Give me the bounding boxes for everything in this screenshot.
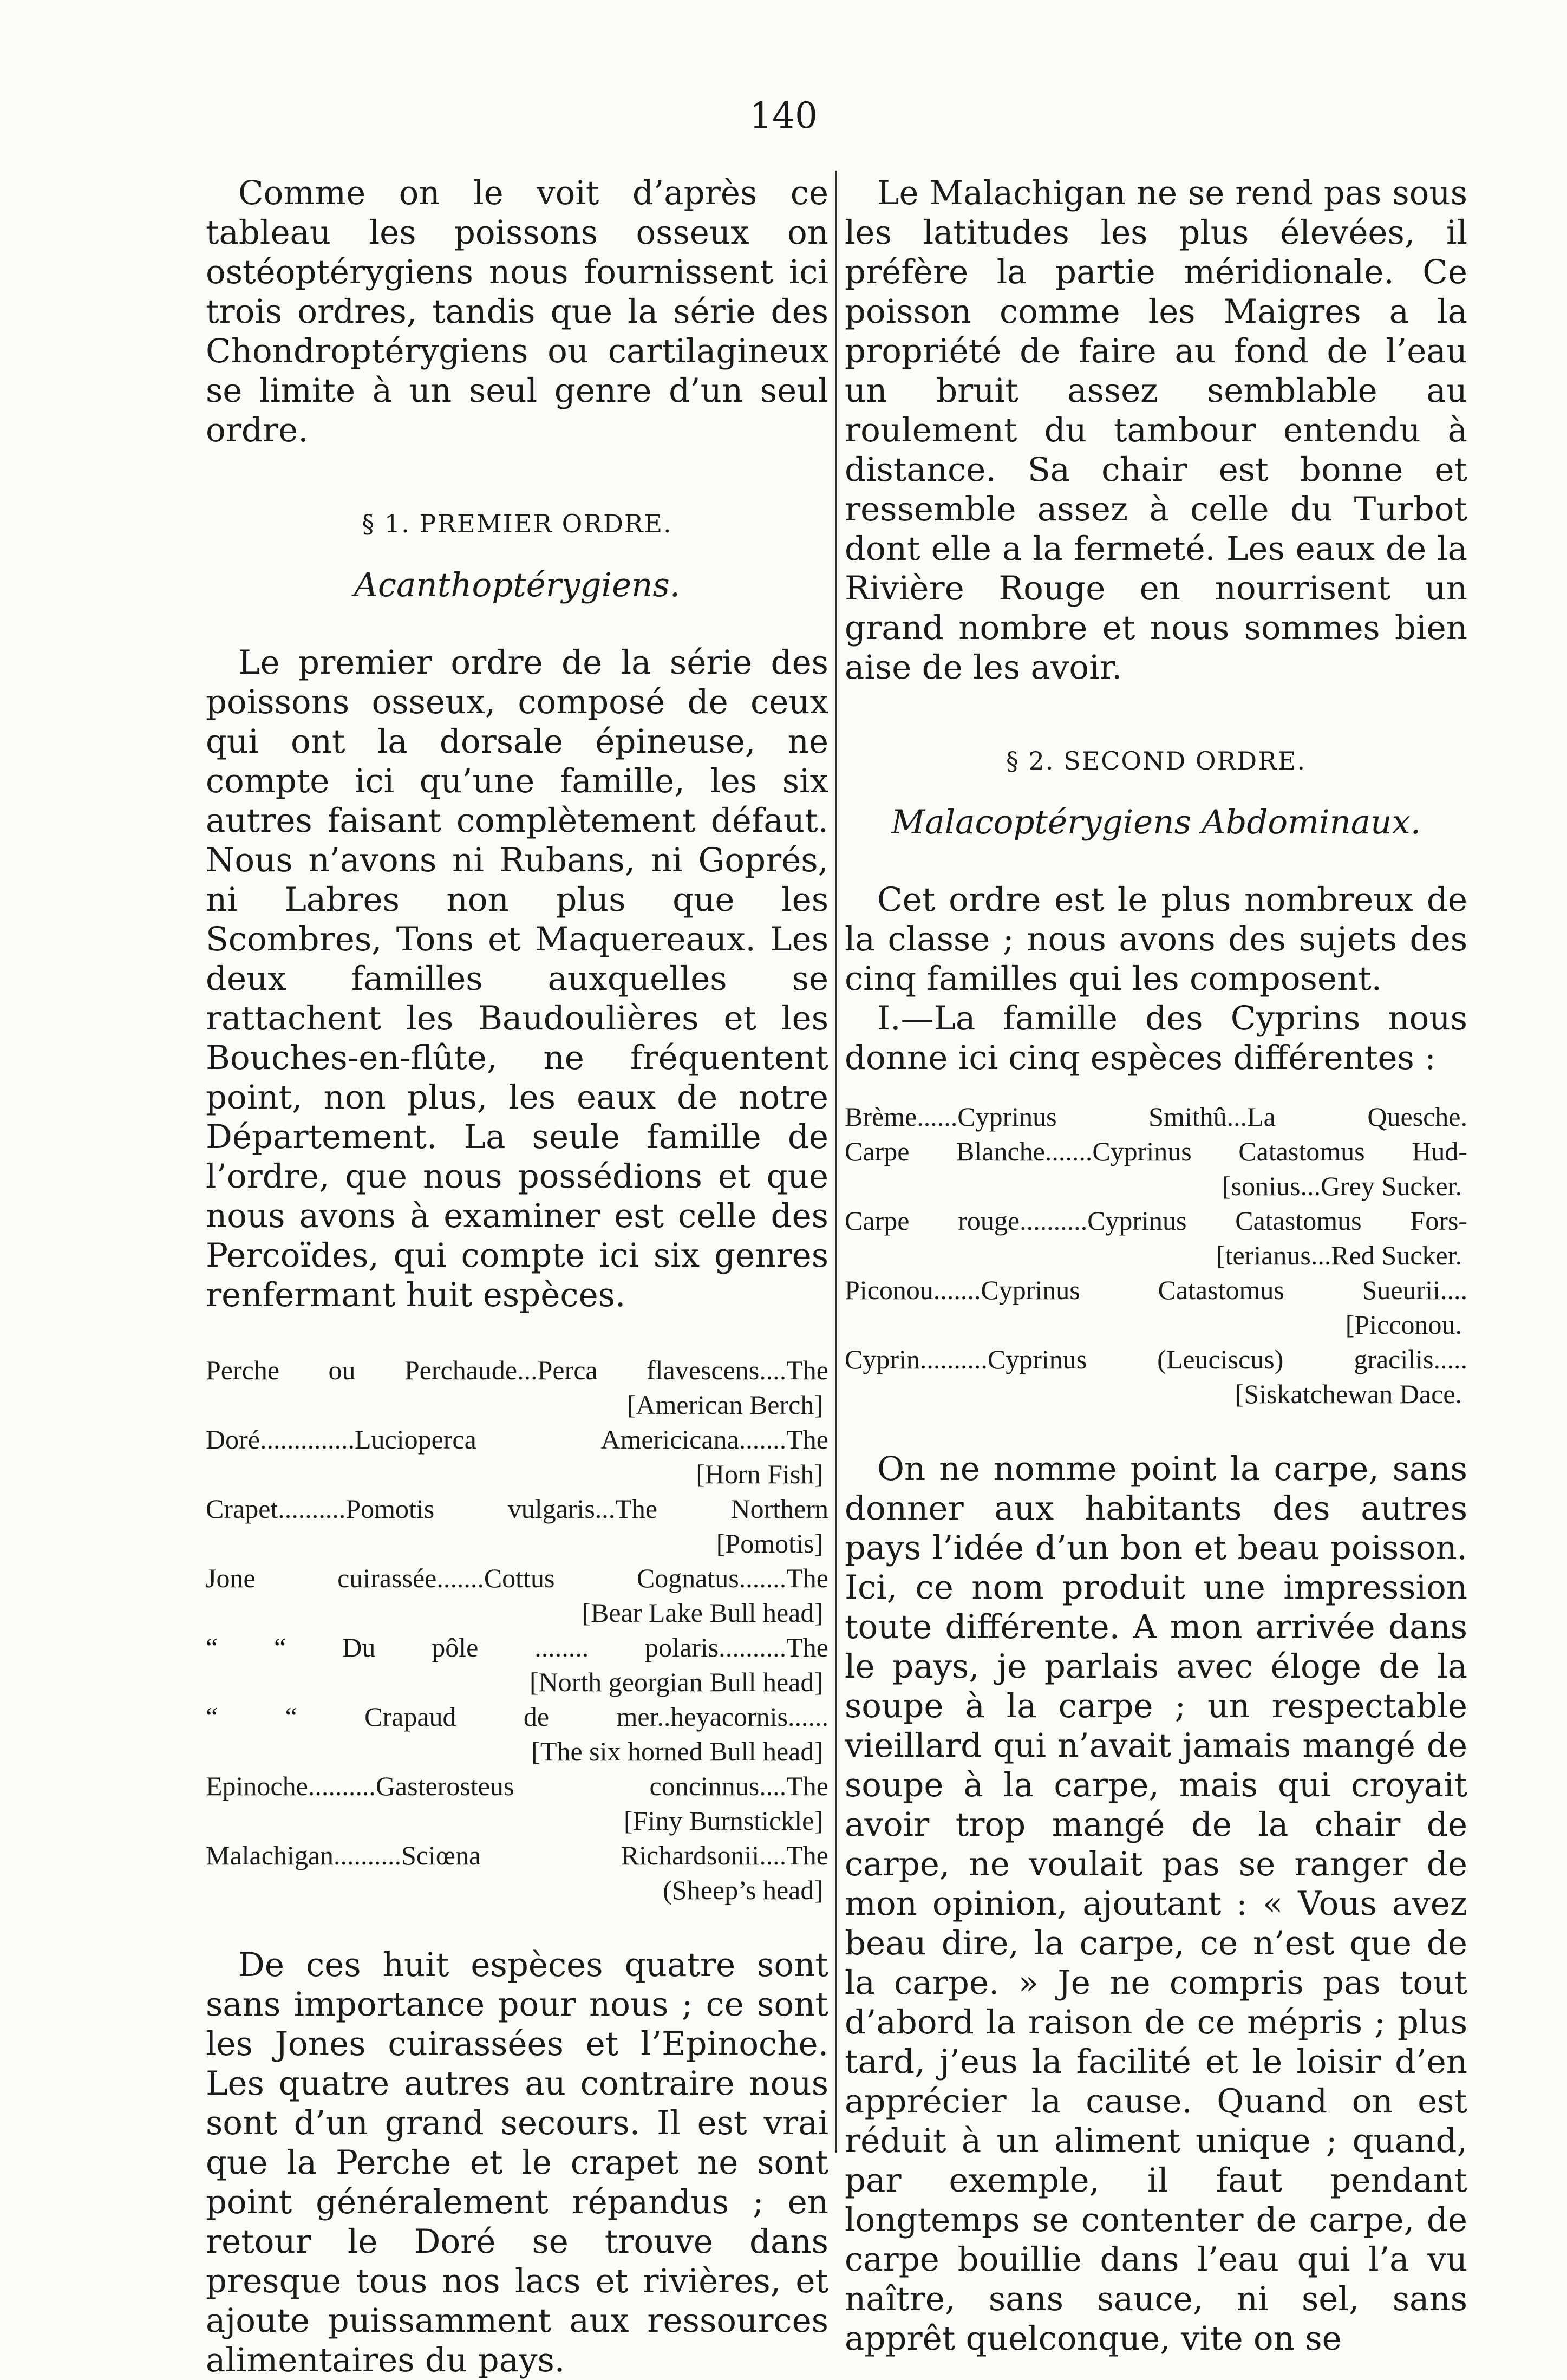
species-entry bbox=[845, 1134, 1467, 1203]
carp-paragraph: On ne nomme point la carpe, sans donner aux habitants des autres pays l’idée d’un bon et beau poisson. Ici, ce nom produit une impression toute différente. A mon arrivée dans le pays, je parlais avec éloge de la soupe à la carpe ; un respectable vieillard qui n’avait jamais mangé de soupe à la carpe, mais qui croyait avoir trop mangé de la chair de carpe, ne voulait pas se ranger de mon opinion, ajoutant : « Vous avez beau dire, la carpe, ce n’est que de la carpe. » Je ne compris pas tout d’abord la raison de ce mépris ; plus tard, j’eus la facilité et le loisir d’en apprécier la cause. Quand on est réduit à un aliment unique ; quand, par exemple, il faut pendant longtemps se contenter de carpe, de carpe bouillie dans l’eau qui l’a vu naître, sans sauce, ni sel, sans apprêt quelconque, vite on se bbox=[845, 1450, 1467, 2358]
species-entry bbox=[206, 1491, 828, 1561]
species-entry bbox=[206, 1838, 828, 1907]
species-line: Brème......Cyprinus Smithû...La Quesche. bbox=[845, 1101, 1467, 1132]
species-line: Piconou.......Cyprinus Catastomus Sueurii.... bbox=[845, 1275, 1467, 1305]
species-continuation: [Bear Lake Bull head] bbox=[582, 1597, 823, 1628]
species-entry bbox=[206, 1769, 828, 1838]
species-line: Perche ou Perchaude...Perca flavescens....The bbox=[206, 1355, 828, 1385]
species-list-right bbox=[845, 1099, 1467, 1411]
species-list-left bbox=[206, 1353, 828, 1907]
section-heading-first-order: § 1. PREMIER ORDRE. bbox=[362, 509, 672, 538]
first-order-paragraph: Le premier ordre de la série des poissons osseux, composé de ceux qui ont la dorsale épineuse, ne compte ici qu’une famille, les six autres faisant complètement défaut. Nous n’avons ni Rubans, ni Goprés, ni Labres non plus que les Scombres, Tons et Maquereaux. Les deux familles auxquelles se rattachent les Baudoulières et les Bouches-en-flûte, ne fréquentent point, non plus, les eaux de notre Département. La seule famille de l’ordre, que nous possédions et que nous avons à examiner est celle des Percoïdes, qui compte ici six genres renfermant huit espèces. bbox=[206, 643, 828, 1314]
species-line: “ “ Du pôle ........ polaris..........The bbox=[206, 1632, 828, 1662]
species-entry bbox=[206, 1422, 828, 1491]
species-entry bbox=[845, 1099, 1467, 1134]
species-continuation: [The six horned Bull head] bbox=[531, 1736, 823, 1766]
section-subtitle-malacopterygiens: Malacoptérygiens Abdominaux. bbox=[891, 803, 1421, 842]
species-line: “ “ Crapaud de mer..heyacornis...... bbox=[206, 1701, 828, 1732]
species-importance-paragraph: De ces huit espèces quatre sont sans importance pour nous ; ce sont les Jones cuirassées et l’Epinoche. Les quatre autres au contraire nous sont d’un grand secours. Il est vrai que la Perche et le crapet ne sont point généralement répandus ; en retour le Doré se trouve dans presque tous nos lacs et rivières, et ajoute puissamment aux ressources alimentaires du pays. bbox=[206, 1946, 828, 2379]
species-entry bbox=[206, 1630, 828, 1699]
column-divider bbox=[835, 171, 837, 2153]
species-continuation: (Sheep’s head] bbox=[663, 1875, 823, 1905]
species-continuation: [Pomotis] bbox=[716, 1528, 823, 1559]
species-line: Malachigan..........Sciœna Richardsonii....The bbox=[206, 1840, 828, 1870]
left-column bbox=[206, 173, 828, 2380]
species-line: Crapet..........Pomotis vulgaris...The Northern bbox=[206, 1494, 828, 1524]
species-entry bbox=[845, 1342, 1467, 1411]
section-heading-second-order: § 2. SECOND ORDRE. bbox=[1006, 746, 1306, 775]
second-order-paragraph: Cet ordre est le plus nombreux de la classe ; nous avons des sujets des cinq familles qui les composent. bbox=[845, 881, 1467, 998]
intro-paragraph: Comme on le voit d’après ce tableau les poissons osseux on ostéoptérygiens nous fournissent ici trois ordres, tandis que la série des Chondroptérygiens ou cartilagineux se limite à un seul genre d’un seul ordre. bbox=[206, 174, 828, 449]
species-entry bbox=[206, 1561, 828, 1630]
species-continuation: [sonius...Grey Sucker. bbox=[1222, 1171, 1462, 1201]
species-line: Jone cuirassée.......Cottus Cognatus.......The bbox=[206, 1563, 828, 1593]
species-line: Epinoche..........Gasterosteus concinnus....The bbox=[206, 1771, 828, 1801]
species-continuation: [Picconou. bbox=[1345, 1309, 1462, 1340]
species-entry bbox=[206, 1353, 828, 1422]
species-continuation: [North georgian Bull head] bbox=[530, 1667, 823, 1697]
malachigan-paragraph: Le Malachigan ne se rend pas sous les latitudes les plus élevées, il préfère la partie méridionale. Ce poisson comme les Maigres a la propriété de faire au fond de l’eau un bruit assez semblable au roulement du tambour entendu à distance. Sa chair est bonne et ressemble assez à celle du Turbot dont elle a la fermeté. Les eaux de la Rivière Rouge en nourrisent un grand nombre et nous sommes bien aise de les avoir. bbox=[845, 174, 1467, 687]
section-subtitle-acanthopterygiens: Acanthoptérygiens. bbox=[354, 566, 681, 604]
species-line: Carpe rouge..........Cyprinus Catastomus Fors- bbox=[845, 1205, 1467, 1236]
species-continuation: [Horn Fish] bbox=[696, 1459, 823, 1489]
species-entry bbox=[206, 1699, 828, 1769]
species-line: Carpe Blanche.......Cyprinus Catastomus Hud- bbox=[845, 1136, 1467, 1166]
species-entry bbox=[845, 1203, 1467, 1273]
species-continuation: [Finy Burnstickle] bbox=[623, 1805, 823, 1836]
species-line: Doré..............Lucioperca Americicana.......The bbox=[206, 1424, 828, 1455]
cyprins-family-paragraph: I.—La famille des Cyprins nous donne ici cinq espèces différentes : bbox=[845, 999, 1467, 1077]
right-column bbox=[845, 173, 1467, 2358]
species-line: Cyprin..........Cyprinus (Leuciscus) gracilis..... bbox=[845, 1344, 1467, 1374]
page-number: 140 bbox=[749, 95, 818, 136]
species-continuation: [terianus...Red Sucker. bbox=[1216, 1240, 1462, 1270]
species-entry bbox=[845, 1273, 1467, 1342]
species-continuation: [Siskatchewan Dace. bbox=[1235, 1379, 1462, 1409]
species-continuation: [American Berch] bbox=[626, 1390, 823, 1420]
